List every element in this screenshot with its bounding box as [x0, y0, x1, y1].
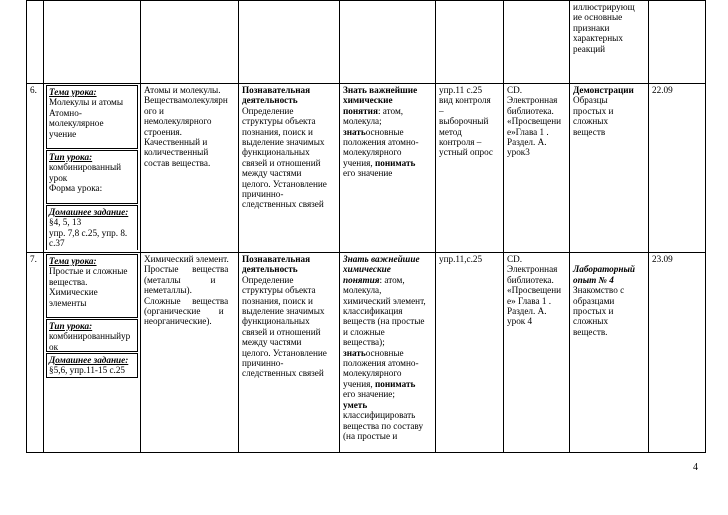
- cell-topic: [44, 84, 141, 253]
- form-label: Форма урока:: [49, 183, 103, 194]
- homework-label: Домашнее задание:: [49, 355, 129, 365]
- cell-resources: CD. Электронная библиотека. «Просвещени е»Глава 1 . Раздел. А. урок3: [504, 84, 570, 253]
- homework-box: Домашнее задание: §5,6, упр.11-15 с.25: [46, 353, 138, 378]
- cell-result: Знать важнейшие химические понятия: атом, молекула, химический элемент, классификация веществ (на простые и сложные вещества); знатьосновные положения атомно- молекулярного учения, понимать его значение; уметь классифицировать вещества по составу (на простые и: [340, 253, 436, 453]
- lesson-number: 6.: [27, 84, 44, 253]
- lesson-plan-table: [26, 0, 706, 453]
- homework-box: Домашнее задание: §4, 5, 13 упр. 7,8 с.25, упр. 8. с.37: [46, 205, 138, 250]
- topic-label: Тема урока:: [49, 87, 97, 97]
- cell-activity: [239, 1, 340, 84]
- type-box: Тип урока: комбинированный урок Форма урока:: [46, 150, 138, 204]
- cell-activity: Познавательная деятельность Определение структуры объекта познания, поиск и выделение значимых функциональных связей и отношений между частями целого. Установление причинно- следственных связей: [239, 84, 340, 253]
- cell-date: 23.09: [649, 253, 706, 453]
- cell-date: 22.09: [649, 84, 706, 253]
- topic-label: Тема урока:: [49, 256, 97, 266]
- type-label: Тип урока:: [49, 152, 93, 162]
- topic-box: Тема урока: Молекулы и атомы Атомно- молекулярное учение: [46, 85, 138, 149]
- cell-topic: [44, 1, 141, 84]
- cell-content: [141, 1, 239, 84]
- cell-control: упр.11,с.25: [436, 253, 504, 453]
- cell-content: Химический элемент. Простые вещества (металлы и неметаллы). Сложные вещества (органические и неорганические).: [141, 253, 239, 453]
- cell-topic: [44, 253, 141, 453]
- lesson-number: 7.: [27, 253, 44, 453]
- cell-result: Знать важнейшие химические понятия: атом, молекула; знатьосновные положения атомно- молекулярного учения, понимать его значение: [340, 84, 436, 253]
- cell-activity: Познавательная деятельность Определение структуры объекта познания, поиск и выделение значимых функциональных связей и отношений между частями целого. Установление причинно- следственных связей: [239, 253, 340, 453]
- cell-resources: CD. Электронная библиотека. «Просвещени е» Глава 1 . Раздел. А. урок 4: [504, 253, 570, 453]
- type-label: Тип урока:: [49, 321, 93, 331]
- cell-demo: иллюстрирующ ие основные признаки характерных реакций: [570, 1, 649, 84]
- page-number: 4: [693, 462, 698, 473]
- cell-content: Атомы и молекулы. Веществамолекулярн ого и немолекулярного строения. Качественный и количественный состав вещества.: [141, 84, 239, 253]
- table-row-lesson-6: [27, 84, 706, 253]
- cell-control: [436, 1, 504, 84]
- type-box: Тип урока: комбинированныйур ок: [46, 319, 138, 352]
- homework-label: Домашнее задание:: [49, 207, 129, 217]
- table-row-lesson-7: [27, 253, 706, 453]
- cell-date: [649, 1, 706, 84]
- cell-demo: Демонстрации Образцы простых и сложных веществ: [570, 84, 649, 253]
- cell-resources: [504, 1, 570, 84]
- topic-box: Тема урока: Простые и сложные вещества. Химические элементы: [46, 254, 138, 318]
- table-row-continuation: [27, 1, 706, 84]
- cell-num: [27, 1, 44, 84]
- cell-demo: Лабораторный опыт № 4 Знакомство с образцами простых и сложных веществ.: [570, 253, 649, 453]
- cell-result: [340, 1, 436, 84]
- cell-control: упр.11 с.25 вид контроля – выборочный метод контроля – устный опрос: [436, 84, 504, 253]
